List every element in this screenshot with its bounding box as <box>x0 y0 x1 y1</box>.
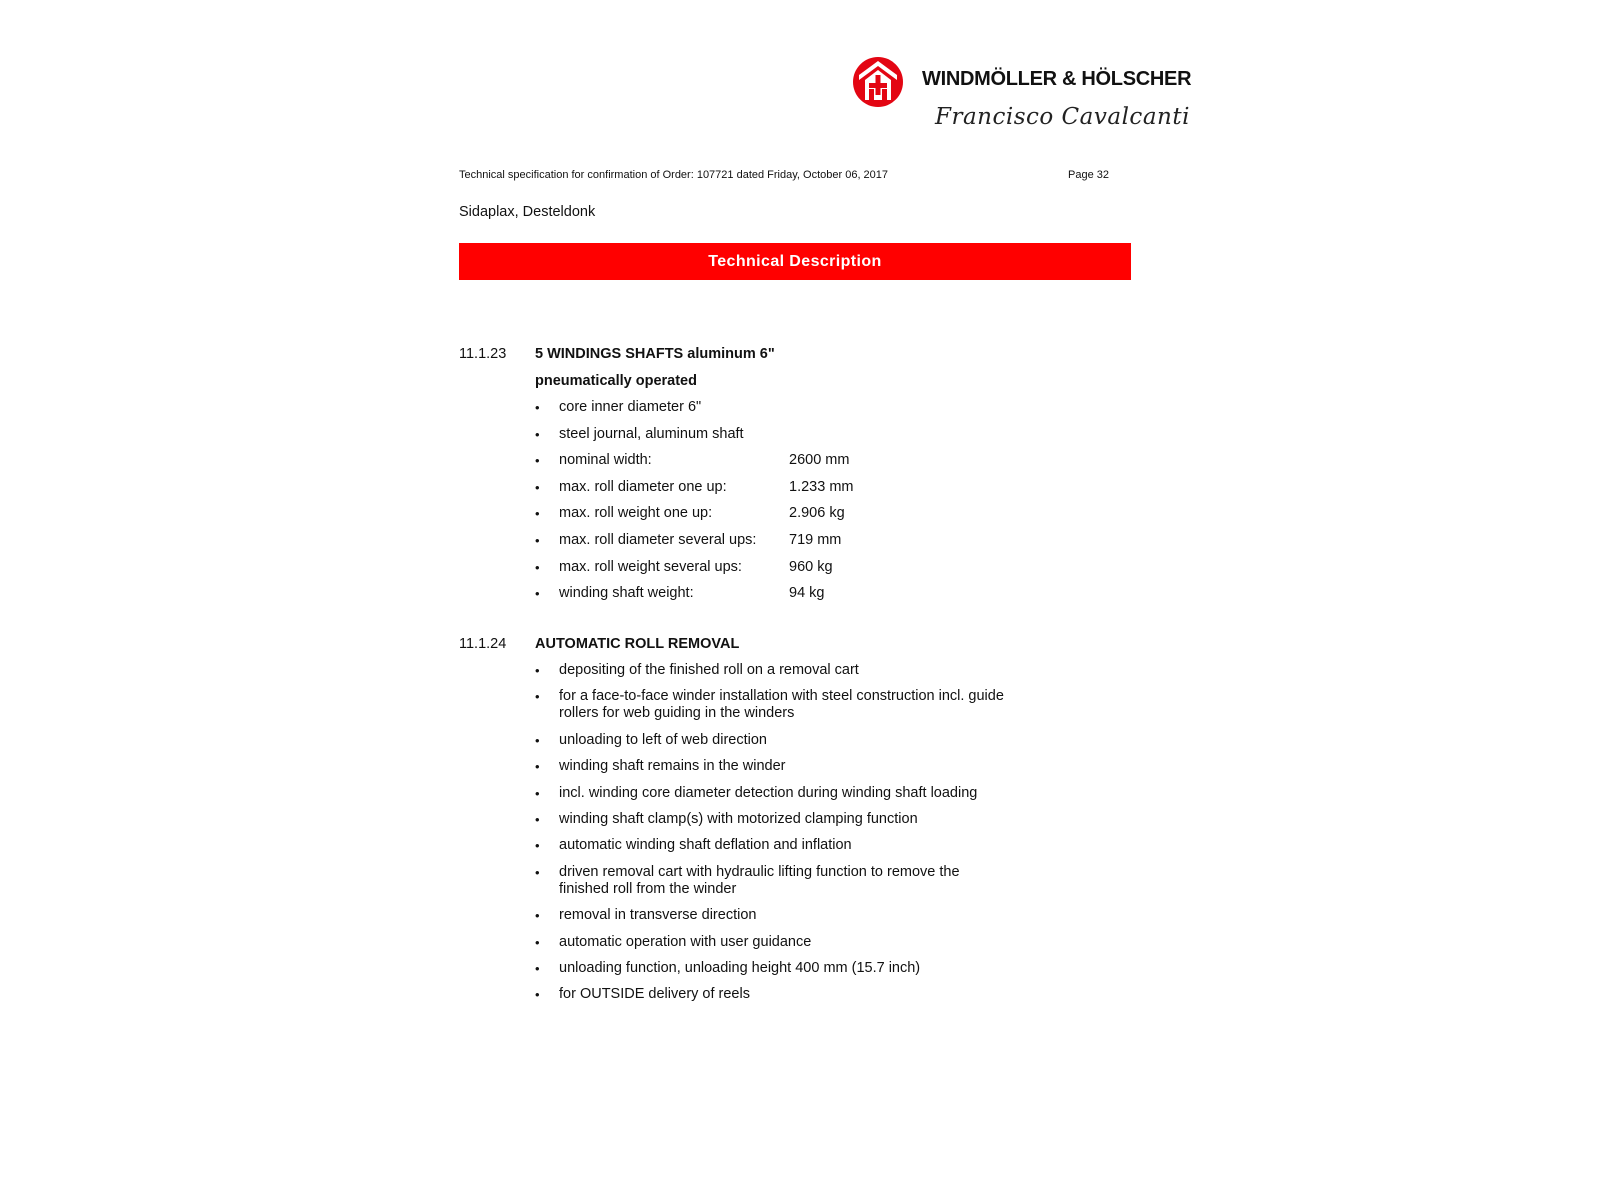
spec-label: nominal width: <box>559 452 652 469</box>
list-item: • winding shaft remains in the winder <box>535 758 1005 775</box>
customer-name: Sidaplax, Desteldonk <box>459 204 596 220</box>
list-item <box>535 426 853 443</box>
spec-value: 1.233 mm <box>789 478 854 495</box>
list-item <box>535 479 853 496</box>
spec-list <box>535 399 853 612</box>
list-item <box>535 399 853 416</box>
list-item: • automatic operation with user guidance <box>535 934 1005 951</box>
spec-value: 94 kg <box>789 585 825 602</box>
list-item <box>535 452 853 469</box>
list-item: • depositing of the finished roll on a removal cart <box>535 662 1005 679</box>
list-item: • incl. winding core diameter detection during winding shaft loading <box>535 785 1005 802</box>
company-name: WINDMÖLLER & HÖLSCHER <box>922 68 1192 90</box>
specification-reference: Technical specification for confirmation of Order: 107721 dated Friday, October 06, 2017 <box>459 169 889 181</box>
list-item <box>535 505 853 522</box>
signature: Francisco Cavalcanti <box>935 104 1190 130</box>
company-logo-icon <box>852 56 904 108</box>
spec-label: max. roll weight one up: <box>559 505 713 522</box>
list-item: • removal in transverse direction <box>535 907 1005 924</box>
section-banner <box>459 243 1131 280</box>
spec-label: max. roll diameter several ups: <box>559 531 757 548</box>
spec-value: 2600 mm <box>789 452 850 469</box>
list-item <box>535 585 853 602</box>
section-subtitle: pneumatically operated <box>535 373 697 389</box>
list-item: • driven removal cart with hydraulic lifting function to remove the finished roll from the winder <box>535 864 1005 898</box>
section-title: 5 WINDINGS SHAFTS aluminum 6" <box>535 346 775 362</box>
list-item: • for OUTSIDE delivery of reels <box>535 986 1005 1003</box>
spec-value: 719 mm <box>789 531 842 548</box>
list-item: • unloading to left of web direction <box>535 732 1005 749</box>
section-title: AUTOMATIC ROLL REMOVAL <box>535 636 740 652</box>
list-item <box>535 559 853 576</box>
spec-value: 2.906 kg <box>789 505 845 522</box>
list-item: • winding shaft clamp(s) with motorized clamping function <box>535 811 1005 828</box>
spec-label: core inner diameter 6" <box>559 399 702 415</box>
banner-title: Technical Description <box>708 252 882 270</box>
list-item: • automatic winding shaft deflation and inflation <box>535 837 1005 854</box>
spec-label: max. roll weight several ups: <box>559 558 742 575</box>
section-number: 11.1.23 <box>459 346 507 362</box>
spec-label: winding shaft weight: <box>559 585 694 602</box>
spec-label: max. roll diameter one up: <box>559 478 727 495</box>
list-item: • unloading function, unloading height 400 mm (15.7 inch) <box>535 960 1005 977</box>
feature-list <box>535 662 1005 1013</box>
page-number: Page 32 <box>1068 169 1109 181</box>
section-number: 11.1.24 <box>459 636 507 652</box>
list-item <box>535 532 853 549</box>
spec-label: steel journal, aluminum shaft <box>559 425 744 442</box>
spec-value: 960 kg <box>789 558 833 575</box>
list-item: • for a face-to-face winder installation with steel construction incl. guide rollers for web guiding in the winders <box>535 688 1005 722</box>
